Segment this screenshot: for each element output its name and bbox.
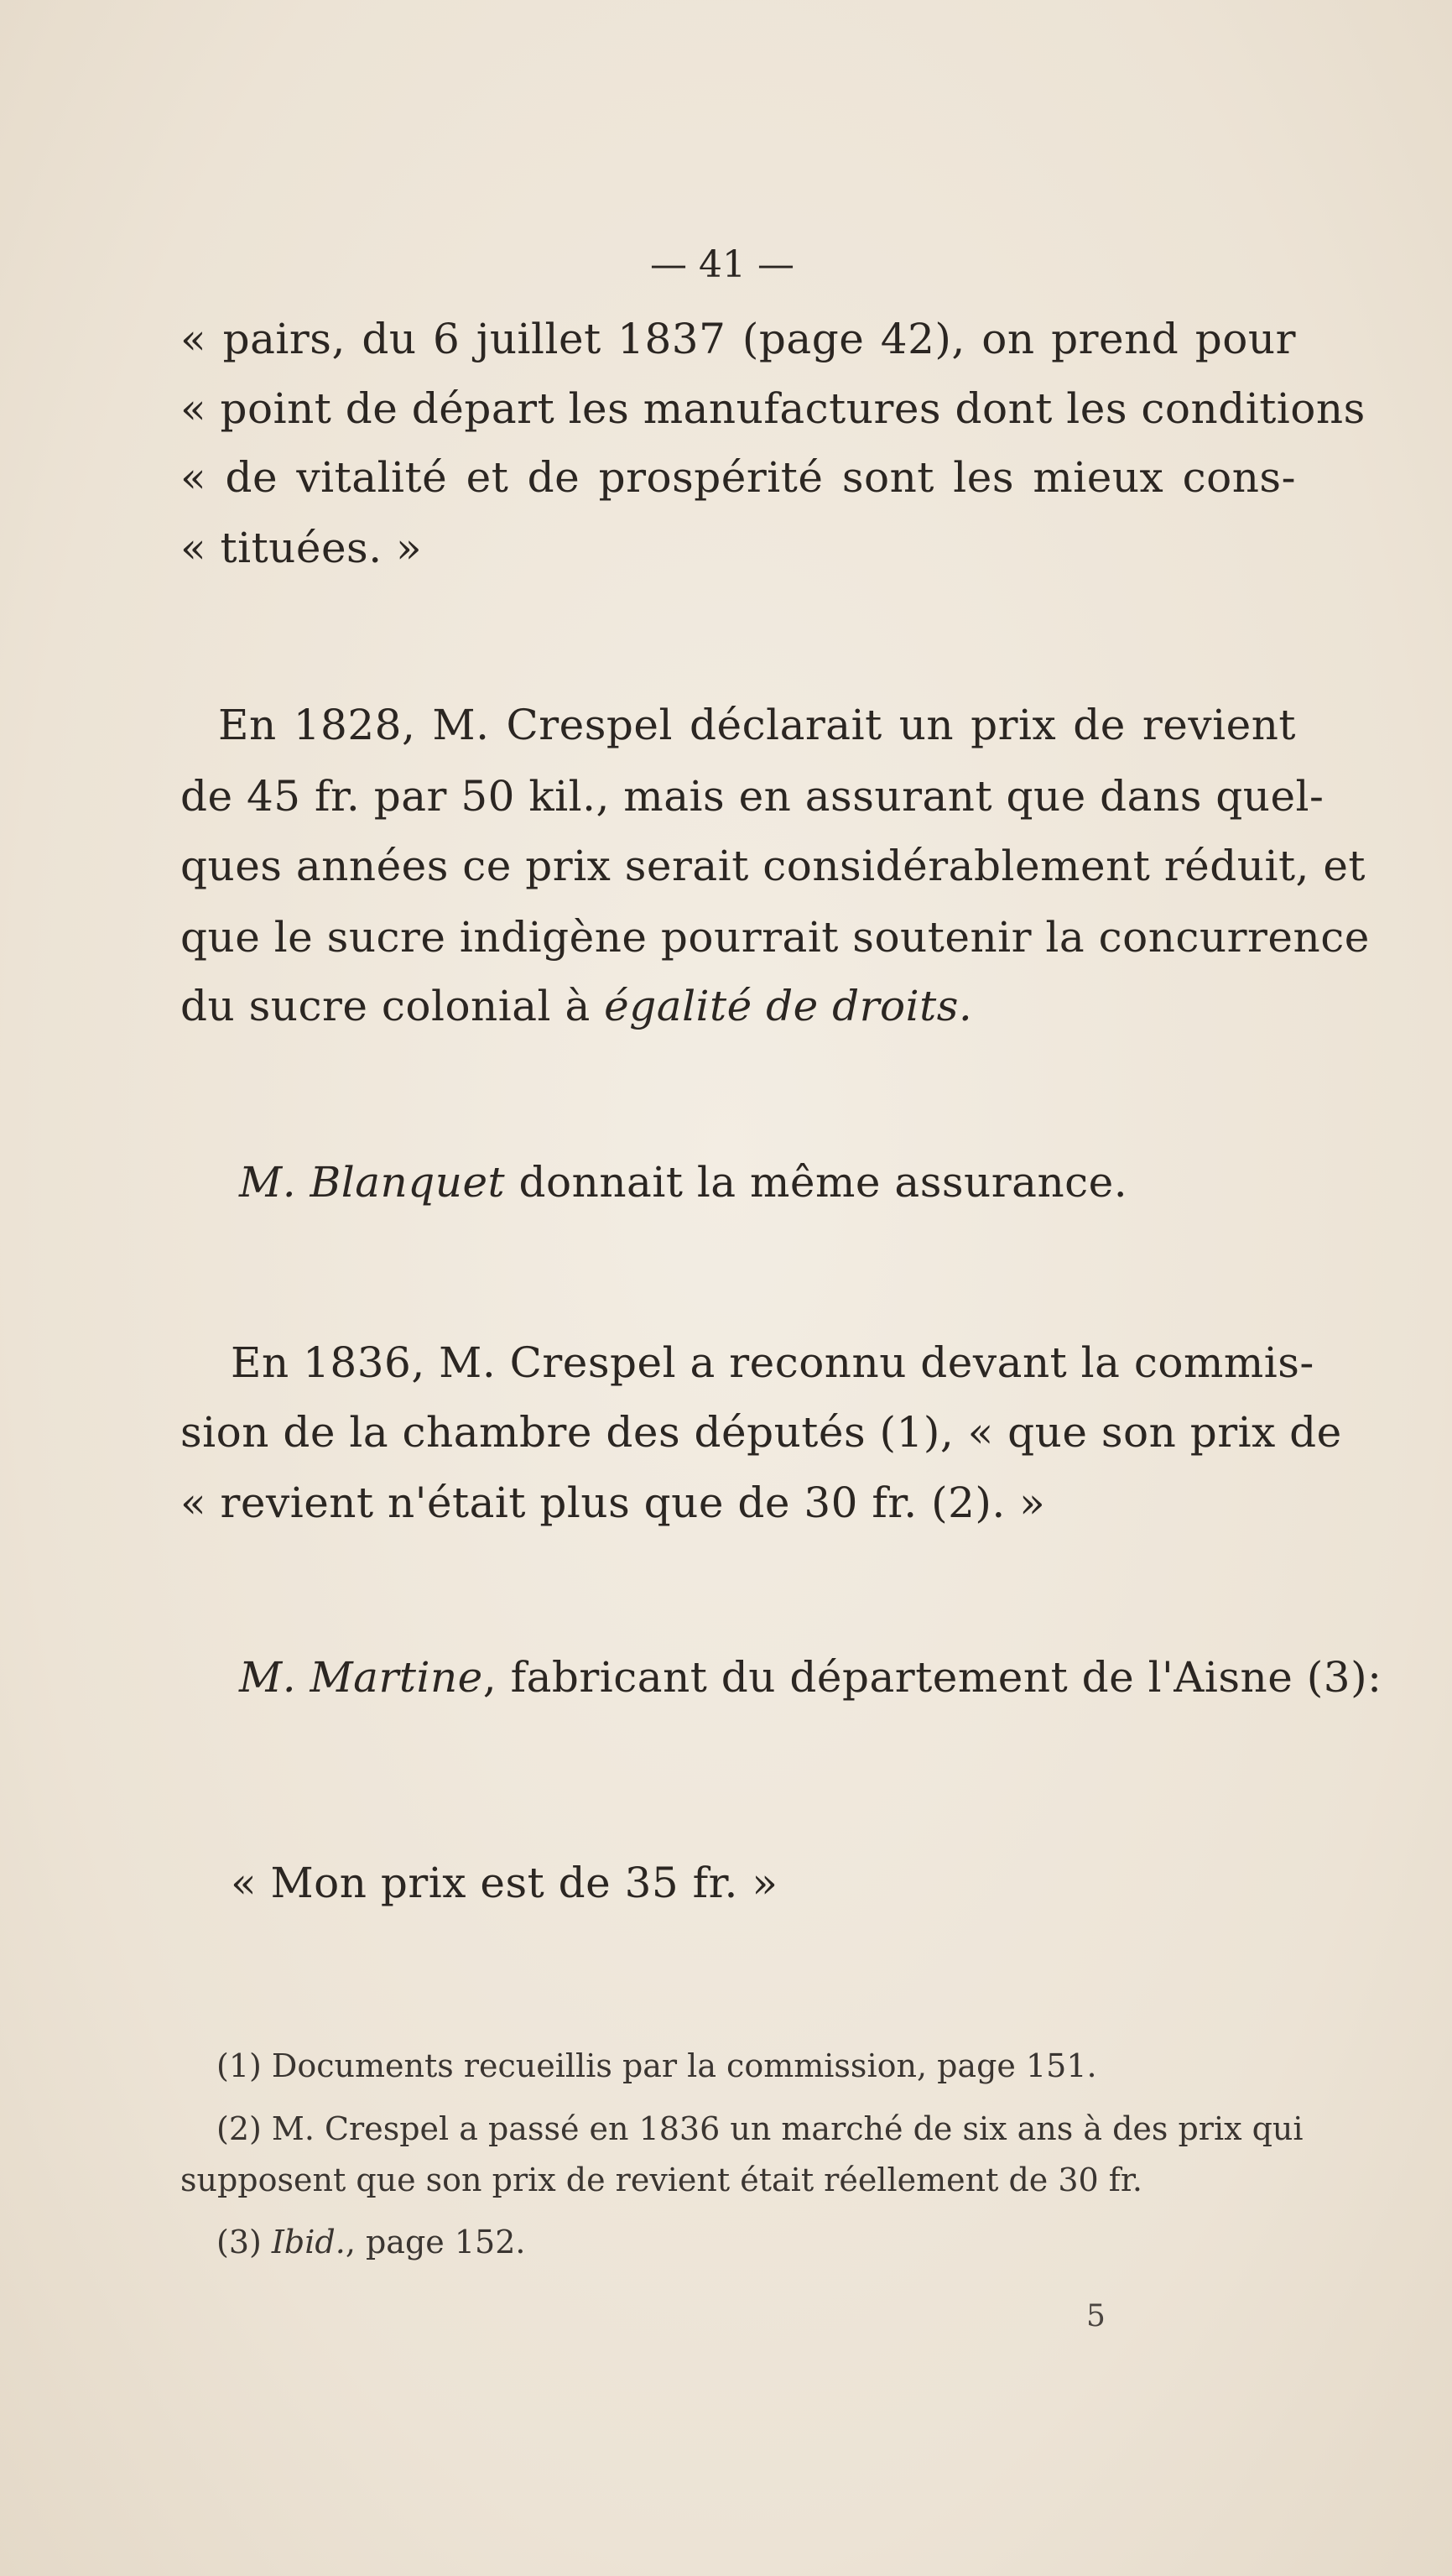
footnote-2: (2) M. Crespel a passé en 1836 un marché de six ans à des prix qui [216, 2110, 1304, 2147]
body-line: « revient n'était plus que de 30 fr. (2). » [180, 1478, 1046, 1527]
body-line: « point de départ les manufactures dont les conditions [180, 384, 1366, 433]
body-line: « tituées. » [180, 524, 423, 572]
body-line: « Mon prix est de 35 fr. » [231, 1859, 778, 1907]
italic-phrase: égalité de droits. [604, 982, 973, 1030]
body-line: M. Blanquet donnait la même assurance. [239, 1158, 1128, 1207]
body-line: En 1828, M. Crespel déclarait un prix de revient [218, 701, 1296, 749]
italic-name: M. Blanquet [239, 1158, 506, 1207]
body-line: ques années ce prix serait considérablement réduit, et [180, 842, 1366, 890]
footnote-3: (3) Ibid., page 152. [216, 2224, 526, 2261]
page-number: — 41 — [650, 243, 794, 286]
body-line: En 1836, M. Crespel a reconnu devant la commis- [231, 1338, 1314, 1387]
body-line: « pairs, du 6 juillet 1837 (page 42), on prend pour [180, 315, 1296, 363]
body-line: M. Martine, fabricant du département de l'Aisne (3): [239, 1653, 1382, 1702]
footnote-2-continued: supposent que son prix de revient était réellement de 30 fr. [180, 2161, 1142, 2198]
signature-mark: 5 [1086, 2299, 1106, 2334]
body-line: sion de la chambre des députés (1), « que son prix de [180, 1408, 1342, 1457]
italic-name: M. Martine [239, 1653, 483, 1702]
body-line: que le sucre indigène pourrait soutenir la concurrence [180, 913, 1370, 962]
body-line: de 45 fr. par 50 kil., mais en assurant que dans quel- [180, 772, 1324, 821]
body-line: du sucre colonial à égalité de droits. [180, 982, 973, 1030]
body-line: « de vitalité et de prospérité sont les mieux cons- [180, 453, 1296, 502]
footnote-1: (1) Documents recueillis par la commission, page 151. [216, 2047, 1097, 2084]
